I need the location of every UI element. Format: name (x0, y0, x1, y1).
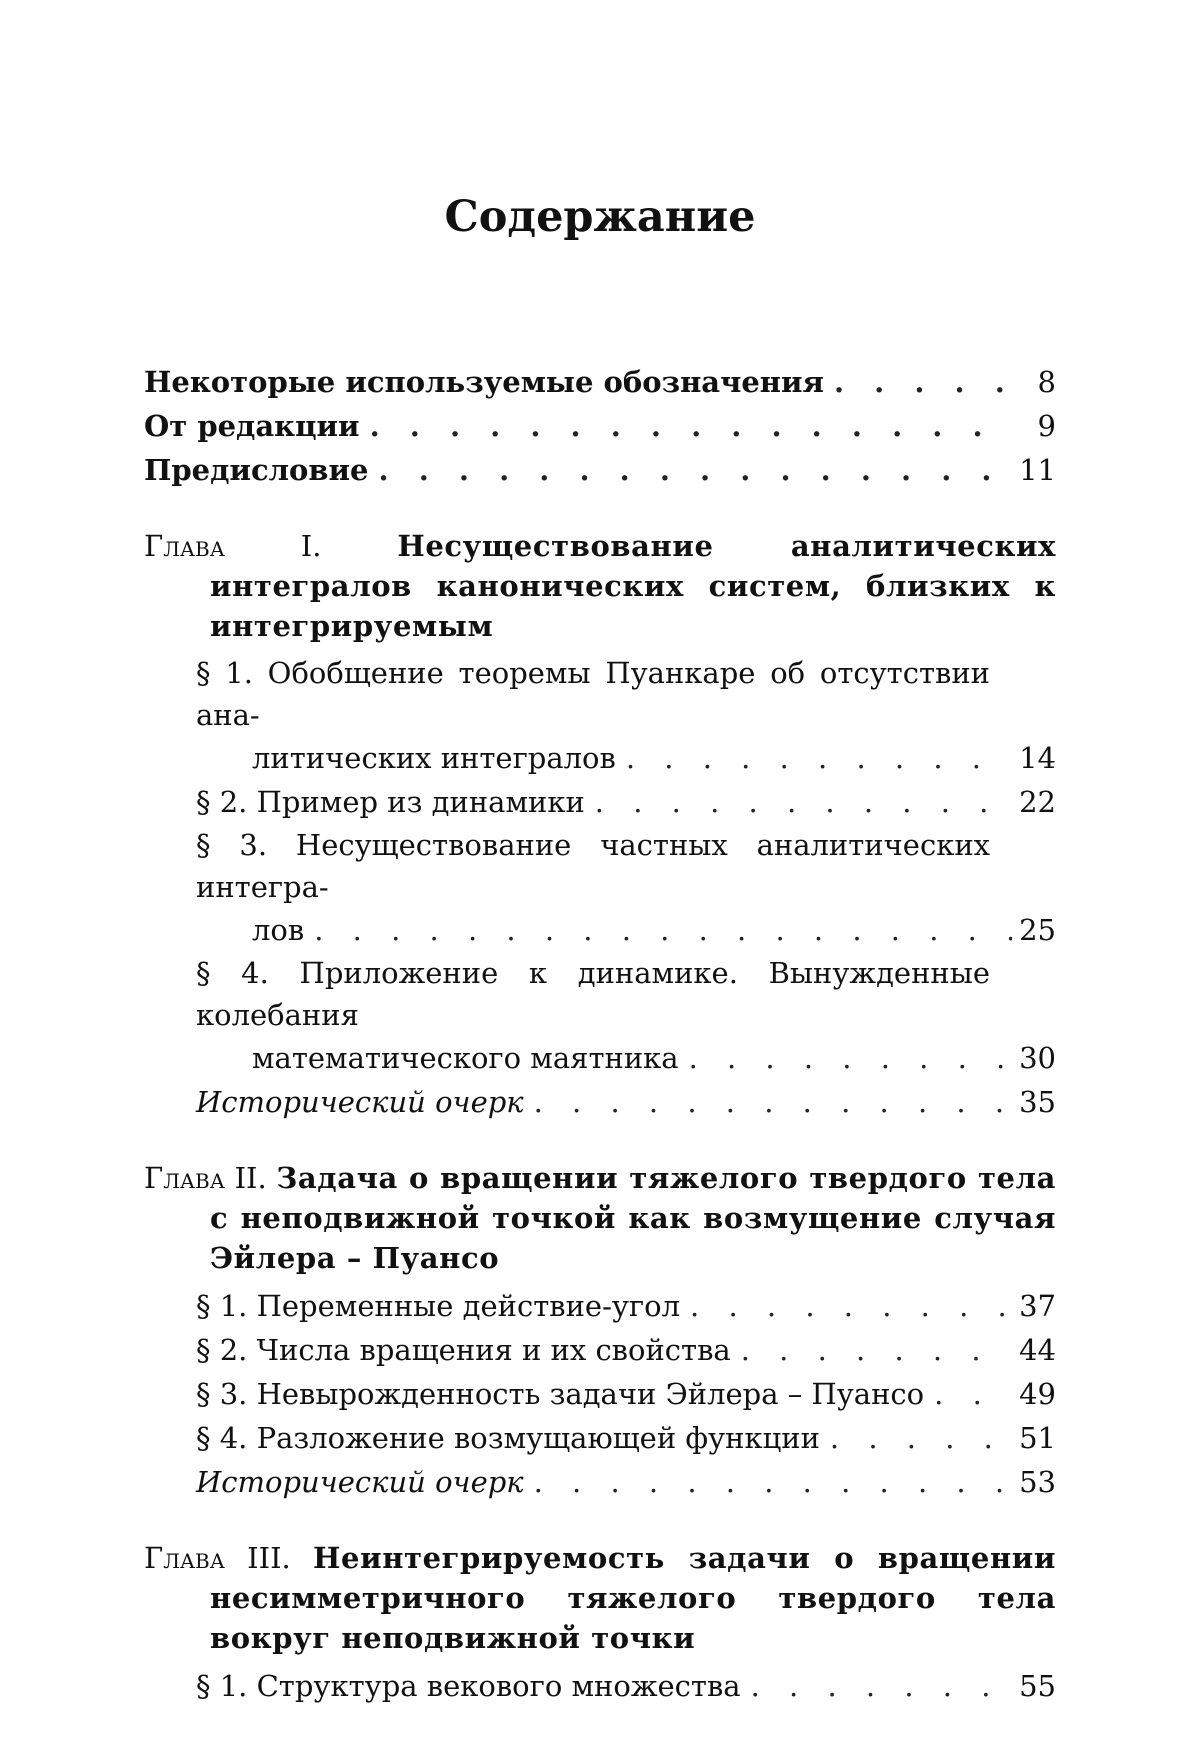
section-item[interactable] (196, 1664, 1056, 1708)
toc-page-number: 22 (1019, 785, 1056, 819)
toc-page-number: 37 (1019, 1289, 1056, 1323)
section-item[interactable] (196, 1284, 1056, 1328)
toc-page-number: 44 (1019, 1333, 1056, 1367)
dot-leader (924, 1372, 1012, 1416)
section-item[interactable] (196, 1416, 1056, 1460)
chapter-title: Несуществование аналитических интегралов канонических систем, близких к интегрируемым (210, 529, 1056, 643)
section-item[interactable] (196, 780, 1056, 824)
toc-page-number: 9 (1037, 409, 1056, 443)
section-title: § 1. Переменные действие-угол (196, 1289, 681, 1323)
dot-leader (585, 780, 1012, 824)
toc-page-number: 53 (1019, 1465, 1056, 1499)
chapter-number: Глава III. (144, 1541, 291, 1575)
dot-leader (741, 1664, 1012, 1708)
chapter-title: Неинтегрируемость задачи о вращении несимметричного тяжелого твердого тела вокруг неподвижной точки (210, 1541, 1056, 1655)
dot-leader (524, 1080, 1012, 1124)
dot-leader (731, 1328, 1012, 1372)
section-item[interactable] (196, 1328, 1056, 1372)
toc-entry-editorial[interactable] (144, 404, 1056, 448)
section-title: § 4. Разложение возмущающей функции (196, 1421, 820, 1455)
section-title-line: § 4. Приложение к динамике. Вынужденные колебания (196, 956, 990, 1032)
section-title-cont: математического маятника (252, 1041, 679, 1075)
toc-page-number: 14 (1019, 741, 1056, 775)
dot-leader (824, 360, 1012, 404)
dot-leader (360, 404, 1012, 448)
toc-entry-notation[interactable] (144, 360, 1056, 404)
chapter-heading[interactable] (144, 526, 1056, 646)
section-item[interactable] (196, 1080, 1056, 1124)
section-item[interactable] (196, 952, 1056, 1080)
chapter-heading[interactable] (144, 1158, 1056, 1278)
toc-entry-label: От редакции (144, 409, 360, 443)
section-title: § 2. Пример из динамики (196, 785, 585, 819)
dot-leader (369, 448, 1012, 492)
toc-page-number: 30 (1019, 1041, 1056, 1075)
dot-leader (680, 1284, 1012, 1328)
table-of-contents (144, 360, 1056, 1708)
chapter-title: Задача о вращении тяжелого твердого тела с неподвижной точкой как возмущение случая Эйлера – Пуансо (210, 1161, 1057, 1275)
toc-entry-preface[interactable] (144, 448, 1056, 492)
section-item[interactable] (196, 1460, 1056, 1504)
historical-essay-title: Исторический очерк (196, 1465, 524, 1499)
chapter-heading[interactable] (144, 1538, 1056, 1658)
section-title: § 2. Числа вращения и их свойства (196, 1333, 731, 1367)
dot-leader (679, 1036, 1012, 1080)
toc-page-number: 8 (1037, 365, 1056, 399)
section-item[interactable] (196, 652, 1056, 780)
toc-page-number: 49 (1019, 1377, 1056, 1411)
toc-page-number: 51 (1019, 1421, 1056, 1455)
historical-essay-title: Исторический очерк (196, 1085, 524, 1119)
dot-leader (820, 1416, 1012, 1460)
section-title-line: § 3. Несуществование частных аналитических интегра- (196, 828, 990, 904)
chapter-number: Глава II. (144, 1161, 267, 1195)
chapter-number: Глава I. (144, 529, 322, 563)
toc-entry-label: Предисловие (144, 453, 369, 487)
chapter-2 (144, 1158, 1056, 1504)
toc-page-number: 11 (1019, 453, 1056, 487)
toc-page-number: 25 (1019, 913, 1056, 947)
section-title-cont: литических интегралов (252, 741, 616, 775)
chapter-3 (144, 1538, 1056, 1708)
section-title: § 1. Структура векового множества (196, 1669, 741, 1703)
toc-entry-label: Некоторые используемые обозначения (144, 365, 824, 399)
section-item[interactable] (196, 824, 1056, 952)
chapter-1 (144, 526, 1056, 1124)
section-title-line: § 1. Обобщение теоремы Пуанкаре об отсутствии ана- (196, 656, 990, 732)
section-title-cont: лов (252, 913, 305, 947)
section-item[interactable] (196, 1372, 1056, 1416)
page-title: Содержание (444, 192, 756, 242)
dot-leader (524, 1460, 1012, 1504)
section-title: § 3. Невырожденность задачи Эйлера – Пуансо (196, 1377, 925, 1411)
dot-leader (304, 908, 1012, 952)
dot-leader (616, 736, 1012, 780)
toc-page-number: 35 (1019, 1085, 1056, 1119)
toc-page-number: 55 (1019, 1669, 1056, 1703)
